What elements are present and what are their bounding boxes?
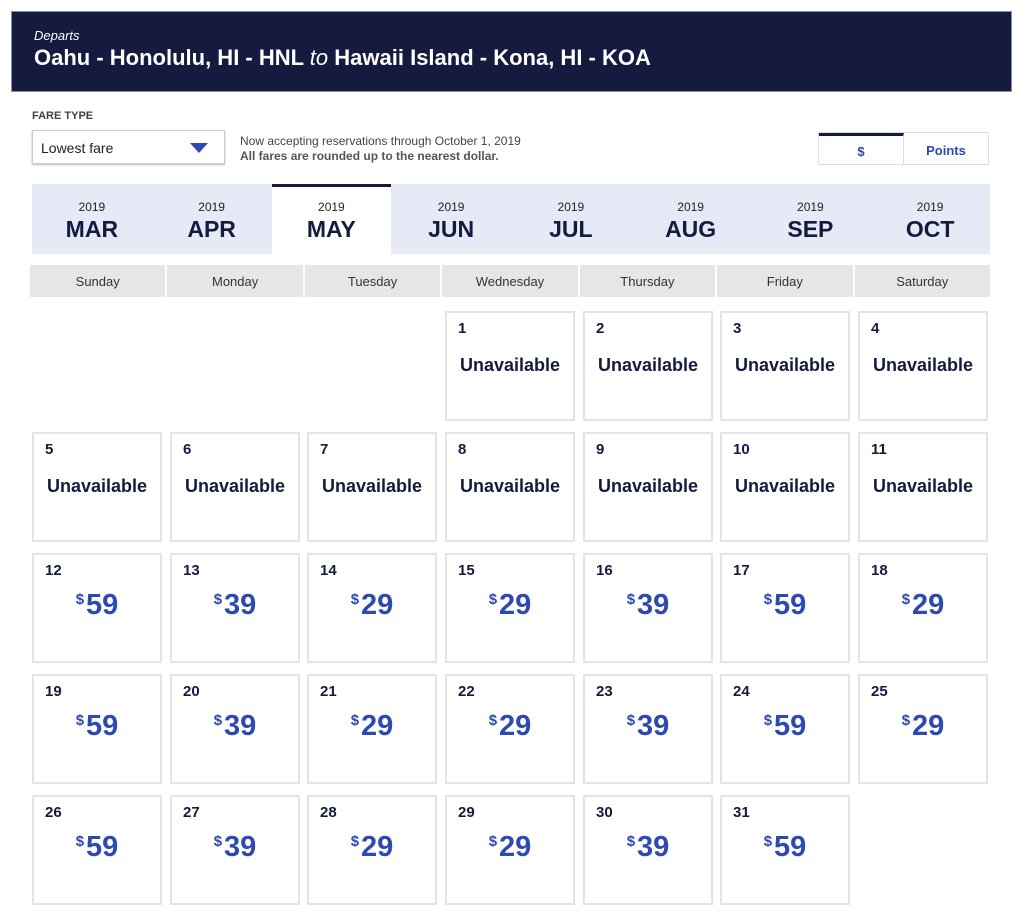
fare-price <box>309 589 435 622</box>
tab-month-sep[interactable] <box>751 184 871 254</box>
day-number: 27 <box>183 804 200 821</box>
month-label: AUG <box>665 216 717 242</box>
day-number: 28 <box>320 804 337 821</box>
calendar-day[interactable] <box>583 432 713 542</box>
fare-type-label: FARE TYPE <box>32 110 94 122</box>
month-tabs <box>32 184 990 254</box>
fare-price <box>447 831 573 864</box>
fare-amount: 39 <box>637 710 670 742</box>
fare-price <box>585 589 711 622</box>
day-number: 15 <box>458 562 475 579</box>
day-number: 7 <box>320 441 329 458</box>
fare-amount: 29 <box>499 831 532 863</box>
fare-price <box>172 831 298 864</box>
fare-price <box>34 831 160 864</box>
currency-symbol: $ <box>75 833 85 850</box>
fare-amount: 29 <box>499 710 532 742</box>
fare-price <box>722 831 848 864</box>
fare-amount: 59 <box>774 710 807 742</box>
calendar-day[interactable] <box>858 432 988 542</box>
calendar-day[interactable] <box>583 311 713 421</box>
day-number: 22 <box>458 683 475 700</box>
calendar-day[interactable] <box>720 432 850 542</box>
fare-amount: 59 <box>86 831 119 863</box>
unavailable-label: Unavailable <box>872 476 974 496</box>
departs-label: Departs <box>34 28 80 43</box>
fare-amount: 29 <box>912 589 945 621</box>
month-year: 2019 <box>318 200 345 214</box>
fare-amount: 29 <box>912 710 945 742</box>
destination: Hawaii Island - Kona, HI - KOA <box>334 45 651 70</box>
calendar-day[interactable] <box>170 674 300 784</box>
currency-symbol: $ <box>75 712 85 729</box>
note-line-1: Now accepting reservations through October 1, 2019 <box>240 134 521 148</box>
calendar-day[interactable] <box>720 674 850 784</box>
unavailable-label: Unavailable <box>734 355 836 375</box>
unavailable-label: Unavailable <box>459 476 561 496</box>
month-label: SEP <box>787 216 834 242</box>
fare-price <box>722 710 848 743</box>
currency-symbol: $ <box>488 833 498 850</box>
fare-price <box>447 710 573 743</box>
day-number: 29 <box>458 804 475 821</box>
to-label: to <box>309 45 329 70</box>
weekday-tuesday: Tuesday <box>305 265 440 297</box>
unavailable-label: Unavailable <box>597 355 699 375</box>
day-number: 16 <box>596 562 613 579</box>
calendar-day[interactable] <box>445 311 575 421</box>
day-number: 14 <box>320 562 337 579</box>
route-header <box>11 11 1012 92</box>
day-number: 17 <box>733 562 750 579</box>
weekday-wednesday: Wednesday <box>442 265 577 297</box>
fare-amount: 59 <box>86 710 119 742</box>
currency-symbol: $ <box>763 591 773 608</box>
fare-type-select[interactable] <box>32 130 225 164</box>
day-number: 13 <box>183 562 200 579</box>
fare-amount: 59 <box>774 589 807 621</box>
calendar-day[interactable] <box>720 553 850 663</box>
currency-symbol: $ <box>763 833 773 850</box>
tab-month-apr[interactable] <box>152 184 272 254</box>
fare-amount: 39 <box>224 710 257 742</box>
fare-price <box>585 710 711 743</box>
month-label: MAY <box>306 216 356 242</box>
calendar-day[interactable] <box>170 795 300 905</box>
calendar-day[interactable] <box>445 674 575 784</box>
fare-amount: 29 <box>361 831 394 863</box>
calendar-day[interactable] <box>858 674 988 784</box>
day-number: 10 <box>733 441 750 458</box>
currency-symbol: $ <box>901 591 911 608</box>
fare-amount: 29 <box>499 589 532 621</box>
weekday-friday: Friday <box>717 265 852 297</box>
calendar-day[interactable] <box>720 795 850 905</box>
unavailable-label: Unavailable <box>46 476 148 496</box>
day-number: 3 <box>733 320 742 337</box>
month-year: 2019 <box>916 200 944 214</box>
note-line-2: All fares are rounded up to the nearest dollar. <box>240 149 499 163</box>
currency-symbol: $ <box>626 591 636 608</box>
month-label: OCT <box>905 216 955 242</box>
fare-price <box>172 710 298 743</box>
weekday-header <box>30 265 990 297</box>
day-number: 30 <box>596 804 613 821</box>
day-number: 20 <box>183 683 200 700</box>
fare-price <box>172 589 298 622</box>
day-number: 26 <box>45 804 62 821</box>
fare-price <box>309 710 435 743</box>
fare-price <box>309 831 435 864</box>
currency-symbol: $ <box>350 591 360 608</box>
fare-amount: 39 <box>224 831 257 863</box>
tab-month-oct[interactable] <box>870 184 990 254</box>
month-year: 2019 <box>557 200 585 214</box>
currency-symbol: $ <box>350 833 360 850</box>
fare-price <box>860 589 986 622</box>
calendar-day[interactable] <box>307 795 437 905</box>
day-number: 31 <box>733 804 750 821</box>
calendar-day[interactable] <box>307 674 437 784</box>
calendar-day[interactable] <box>32 553 162 663</box>
currency-symbol: $ <box>763 712 773 729</box>
calendar-day[interactable] <box>32 795 162 905</box>
fare-amount: 39 <box>637 589 670 621</box>
fare-type-value: Lowest fare <box>41 140 114 156</box>
currency-symbol: $ <box>488 591 498 608</box>
month-label: JUN <box>428 216 475 242</box>
calendar-day[interactable] <box>32 432 162 542</box>
chevron-down-icon <box>190 143 208 153</box>
route-title <box>34 45 1011 71</box>
calendar-day[interactable] <box>583 674 713 784</box>
unavailable-label: Unavailable <box>734 476 836 496</box>
tab-month-jun[interactable] <box>391 184 511 254</box>
calendar-day[interactable] <box>858 553 988 663</box>
tab-month-may[interactable] <box>272 184 392 254</box>
calendar-day[interactable] <box>307 553 437 663</box>
currency-symbol: $ <box>901 712 911 729</box>
fare-price <box>447 589 573 622</box>
calendar-day[interactable] <box>583 553 713 663</box>
currency-toggle <box>818 132 989 165</box>
currency-symbol: $ <box>350 712 360 729</box>
day-number: 19 <box>45 683 62 700</box>
day-number: 25 <box>871 683 888 700</box>
calendar-day[interactable] <box>720 311 850 421</box>
day-number: 24 <box>733 683 750 700</box>
fare-price <box>34 710 160 743</box>
weekday-monday: Monday <box>167 265 302 297</box>
calendar-day[interactable] <box>445 553 575 663</box>
month-label: JUL <box>549 216 593 242</box>
calendar-day[interactable] <box>170 432 300 542</box>
month-label: APR <box>187 216 236 242</box>
calendar-day[interactable] <box>445 432 575 542</box>
currency-symbol: $ <box>213 591 223 608</box>
weekday-saturday: Saturday <box>855 265 990 297</box>
day-number: 18 <box>871 562 888 579</box>
day-number: 8 <box>458 441 467 458</box>
day-number: 5 <box>45 441 54 458</box>
fare-price <box>860 710 986 743</box>
fare-amount: 39 <box>224 589 257 621</box>
fare-price <box>585 831 711 864</box>
unavailable-label: Unavailable <box>872 355 974 375</box>
reservation-note <box>240 134 521 164</box>
dollars-button[interactable]: $ <box>819 133 904 164</box>
day-number: 21 <box>320 683 337 700</box>
fare-amount: 29 <box>361 589 394 621</box>
month-year: 2019 <box>677 200 704 214</box>
fare-amount: 29 <box>361 710 394 742</box>
unavailable-label: Unavailable <box>459 355 561 375</box>
currency-symbol: $ <box>626 712 636 729</box>
fare-amount: 59 <box>774 831 807 863</box>
fare-price <box>722 589 848 622</box>
currency-symbol: $ <box>626 833 636 850</box>
unavailable-label: Unavailable <box>184 476 286 496</box>
day-number: 2 <box>596 320 605 337</box>
currency-symbol: $ <box>488 712 498 729</box>
fare-amount: 59 <box>86 589 119 621</box>
day-number: 9 <box>596 441 605 458</box>
points-button[interactable]: Points <box>926 143 966 158</box>
currency-symbol: $ <box>75 591 85 608</box>
unavailable-label: Unavailable <box>321 476 423 496</box>
origin: Oahu - Honolulu, HI - HNL <box>34 45 304 70</box>
weekday-sunday: Sunday <box>30 265 165 297</box>
calendar-day[interactable] <box>858 311 988 421</box>
day-number: 12 <box>45 562 62 579</box>
day-number: 4 <box>871 320 880 337</box>
calendar-day[interactable] <box>170 553 300 663</box>
calendar-day[interactable] <box>583 795 713 905</box>
calendar-day[interactable] <box>307 432 437 542</box>
fare-amount: 39 <box>637 831 670 863</box>
day-number: 23 <box>596 683 613 700</box>
calendar-day[interactable] <box>32 674 162 784</box>
month-label: MAR <box>65 216 119 242</box>
month-year: 2019 <box>437 200 465 214</box>
tab-month-aug[interactable] <box>631 184 751 254</box>
weekday-thursday: Thursday <box>580 265 715 297</box>
tab-month-jul[interactable] <box>511 184 631 254</box>
month-year: 2019 <box>797 200 824 214</box>
day-number: 11 <box>871 441 887 458</box>
currency-symbol: $ <box>213 833 223 850</box>
unavailable-label: Unavailable <box>597 476 699 496</box>
month-year: 2019 <box>198 200 225 214</box>
tab-month-mar[interactable] <box>32 184 152 254</box>
fare-price <box>34 589 160 622</box>
month-year: 2019 <box>78 200 106 214</box>
calendar-day[interactable] <box>445 795 575 905</box>
currency-symbol: $ <box>213 712 223 729</box>
day-number: 1 <box>458 320 467 337</box>
day-number: 6 <box>183 441 192 458</box>
